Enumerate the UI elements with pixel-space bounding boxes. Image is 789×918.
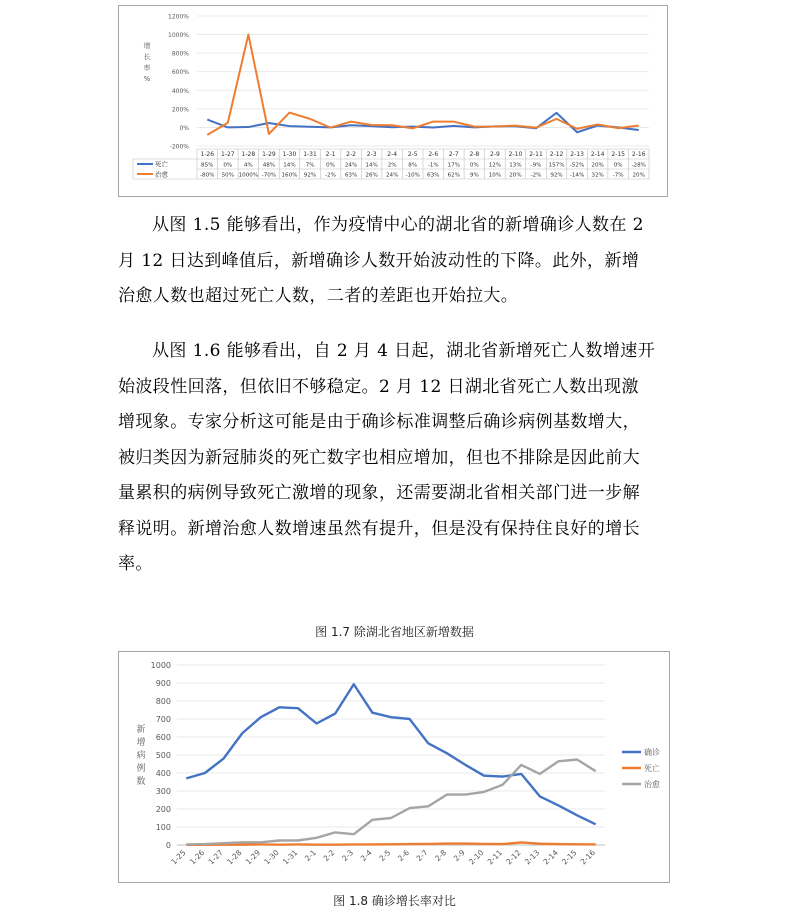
x-tick-label: 2-2 <box>321 848 337 864</box>
series-line-治愈 <box>207 35 638 135</box>
x-tick-label: 2-1 <box>325 151 336 158</box>
data-label: 85% <box>201 162 214 169</box>
x-tick-label: 2-13 <box>522 848 542 867</box>
x-tick-label: 2-16 <box>631 151 646 158</box>
y-tick-label: 400 <box>155 769 171 778</box>
data-label: -28% <box>631 162 646 169</box>
paragraph-line: 始波段性回落，但依旧不够稳定。2 月 12 日湖北省死亡人数出现激 <box>118 376 639 397</box>
y-tick-label: 600% <box>171 69 189 77</box>
x-tick-label: 2-10 <box>467 848 486 867</box>
x-tick-label: 2-14 <box>541 848 560 867</box>
paragraph-line: 被归类因为新冠肺炎的死亡数字也相应增加，但也不排除是因此前大 <box>118 447 640 468</box>
x-tick-label: 2-14 <box>590 151 605 158</box>
data-label: 20% <box>509 172 522 179</box>
paragraph-line: 月 12 日达到峰值后，新增确诊人数开始波动性的下降。此外，新增 <box>118 250 640 271</box>
data-label: -70% <box>261 172 277 179</box>
paragraph-1 <box>118 208 678 315</box>
data-label: 92% <box>550 172 563 179</box>
legend-label: 治愈 <box>644 780 660 789</box>
x-tick-label: 2-7 <box>448 151 459 158</box>
data-label: 92% <box>303 172 317 179</box>
y-tick-label: 500 <box>155 751 171 760</box>
x-tick-label: 2-6 <box>395 848 412 864</box>
series-line-治愈 <box>186 760 595 845</box>
data-label: -14% <box>569 172 585 179</box>
x-tick-label: 1-30 <box>262 848 281 867</box>
legend-label: 死亡 <box>644 764 660 773</box>
x-tick-label: 2-3 <box>340 848 356 864</box>
data-label: -9% <box>530 162 542 169</box>
paragraph-line: 从图 1.5 能够看出，作为疫情中心的湖北省的新增确诊人数在 2 <box>152 215 644 235</box>
figure-caption-1-7: 图 1.7 除湖北省地区新增数据 <box>315 625 474 639</box>
y-axis-label-char: 病 <box>136 751 146 761</box>
data-label: 2% <box>387 162 397 169</box>
x-tick-label: 2-4 <box>358 848 374 864</box>
y-tick-label: 900 <box>155 679 171 688</box>
y-tick-label: 0% <box>179 124 189 132</box>
chart2-svg <box>119 652 669 882</box>
y-axis-label-char: % <box>143 75 151 83</box>
y-tick-label: 400% <box>171 87 189 95</box>
data-label: 1000% <box>238 172 259 179</box>
y-axis-label-char: 增 <box>136 738 146 748</box>
x-tick-label: 2-3 <box>366 151 377 158</box>
x-tick-label: 2-12 <box>504 848 523 867</box>
y-tick-label: 600 <box>155 733 171 742</box>
x-tick-label: 2-5 <box>377 848 393 864</box>
y-tick-label: 100 <box>155 823 171 832</box>
x-tick-label: 2-8 <box>469 151 480 158</box>
x-tick-label: 2-6 <box>428 151 439 158</box>
y-tick-label: -200% <box>169 143 189 151</box>
data-label: 17% <box>447 162 461 169</box>
x-tick-label: 2-8 <box>433 848 449 864</box>
data-label: 0% <box>223 162 233 169</box>
data-label: 20% <box>591 162 604 169</box>
legend-label: 治愈 <box>155 170 168 179</box>
paragraph-line: 从图 1.6 能够看出，自 2 月 4 日起，湖北省新增死亡人数增速开 <box>152 341 656 361</box>
x-tick-label: 2-7 <box>414 848 430 864</box>
y-tick-label: 1000 <box>150 661 171 670</box>
paragraph-2 <box>118 334 678 583</box>
data-label: 63% <box>427 172 440 179</box>
x-tick-label: 2-11 <box>529 151 543 158</box>
data-label: 62% <box>447 172 461 179</box>
legend-label: 确诊 <box>644 748 660 757</box>
y-tick-label: 800 <box>155 697 171 706</box>
data-label: 8% <box>408 162 418 169</box>
x-tick-label: 2-10 <box>508 151 523 158</box>
x-tick-label: 2-12 <box>549 151 564 158</box>
new-cases-chart <box>118 651 670 883</box>
x-tick-label: 2-9 <box>490 151 500 158</box>
x-tick-label: 2-1 <box>302 848 318 864</box>
y-tick-label: 1200% <box>168 13 189 21</box>
y-axis-label-char: 数 <box>136 777 146 787</box>
y-tick-label: 300 <box>155 787 171 796</box>
data-label: 24% <box>385 172 399 179</box>
x-tick-label: 1-26 <box>200 151 215 158</box>
data-label: 48% <box>262 162 276 169</box>
y-tick-label: 1000% <box>168 32 189 40</box>
data-label: 50% <box>221 172 235 179</box>
x-tick-label: 2-15 <box>560 848 579 867</box>
figure-caption-1-8: 图 1.8 确诊增长率对比 <box>333 894 456 908</box>
paragraph-line: 率。 <box>118 554 153 574</box>
data-label: 0% <box>469 162 479 169</box>
data-label: -2% <box>325 172 336 179</box>
data-label: -2% <box>530 172 542 179</box>
data-label: -10% <box>405 172 420 179</box>
x-tick-label: 2-2 <box>346 151 356 158</box>
data-label: -1% <box>427 162 439 169</box>
y-axis-label-char: 率 <box>143 64 151 72</box>
y-axis-label-char: 新 <box>136 725 146 735</box>
data-label: -52% <box>569 162 585 169</box>
y-tick-label: 0 <box>165 841 171 850</box>
data-label: 63% <box>344 172 358 179</box>
data-label: 13% <box>509 162 522 169</box>
paragraph-line: 治愈人数也超过死亡人数，二者的差距也开始拉大。 <box>118 286 519 306</box>
x-tick-label: 2-5 <box>407 151 418 158</box>
x-tick-label: 1-25 <box>169 848 188 867</box>
data-label: -80% <box>200 172 215 179</box>
x-tick-label: 1-26 <box>187 848 207 867</box>
x-tick-label: 1-29 <box>243 848 263 867</box>
data-label: 10% <box>488 172 502 179</box>
y-tick-label: 800% <box>171 50 189 58</box>
x-tick-label: 1-28 <box>225 848 244 867</box>
x-tick-label: 1-27 <box>221 151 235 158</box>
y-axis-label-char: 例 <box>136 764 146 774</box>
x-tick-label: 1-30 <box>282 151 297 158</box>
data-label: 14% <box>283 162 296 169</box>
x-tick-label: 2-16 <box>578 848 598 867</box>
series-line-确诊 <box>186 684 595 824</box>
y-tick-label: 200 <box>155 805 171 814</box>
x-tick-label: 1-28 <box>241 151 256 158</box>
data-label: 157% <box>548 162 565 169</box>
legend-label: 死亡 <box>155 160 168 169</box>
y-axis-label-char: 增 <box>143 42 151 50</box>
data-label: 20% <box>632 172 645 179</box>
data-label: 0% <box>326 162 335 169</box>
death-cure-growth-chart <box>118 5 668 197</box>
data-label: -7% <box>612 172 624 179</box>
paragraph-line: 释说明。新增治愈人数增速虽然有提升，但是没有保持住良好的增长 <box>118 518 640 539</box>
y-axis-label-char: 长 <box>143 53 151 61</box>
x-tick-label: 2-9 <box>451 848 467 864</box>
x-tick-label: 2-13 <box>570 151 584 158</box>
data-label: 4% <box>243 162 253 169</box>
x-tick-label: 2-15 <box>611 151 625 158</box>
data-label: 24% <box>344 162 358 169</box>
data-label: 26% <box>365 172 378 179</box>
y-tick-label: 700 <box>155 715 171 724</box>
y-tick-label: 200% <box>171 106 189 114</box>
data-label: 12% <box>488 162 502 169</box>
data-label: 0% <box>613 162 623 169</box>
data-label: 14% <box>365 162 378 169</box>
x-tick-label: 1-27 <box>206 848 225 867</box>
x-tick-label: 1-31 <box>280 848 300 867</box>
x-tick-label: 2-11 <box>485 848 505 867</box>
data-label: 9% <box>469 172 479 179</box>
data-label: 7% <box>305 162 315 169</box>
paragraph-line: 增现象。专家分析这可能是由于确诊标准调整后确诊病例基数增大， <box>118 412 640 432</box>
paragraph-line: 量累积的病例导致死亡激增的现象，还需要湖北省相关部门进一步解 <box>118 483 640 503</box>
data-label: 32% <box>591 172 604 179</box>
data-label: 160% <box>281 172 298 179</box>
x-tick-label: 2-4 <box>387 151 398 158</box>
chart1-svg <box>119 6 667 196</box>
x-tick-label: 1-29 <box>262 151 276 158</box>
x-tick-label: 1-31 <box>303 151 317 158</box>
